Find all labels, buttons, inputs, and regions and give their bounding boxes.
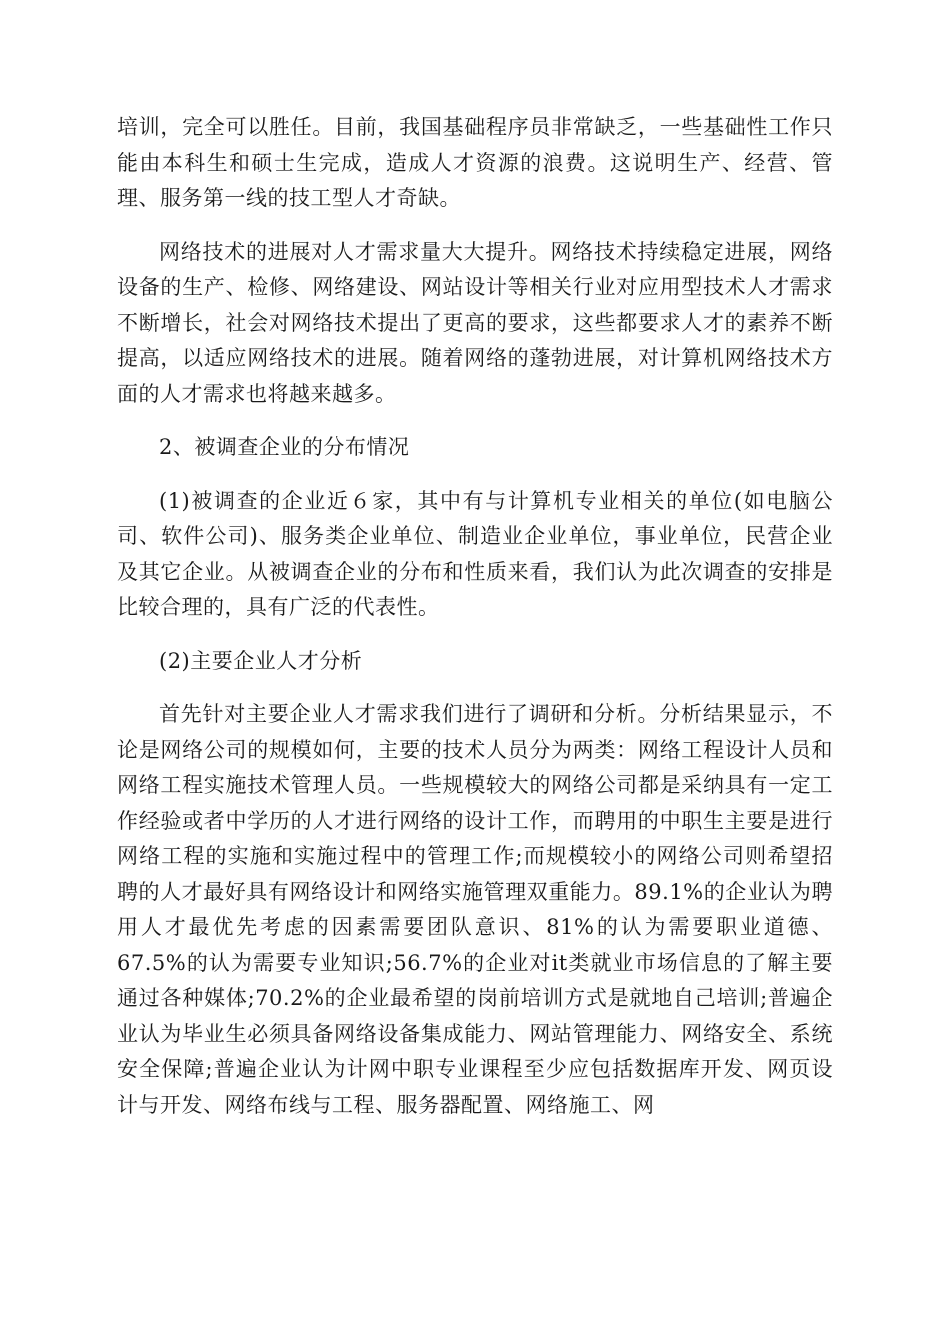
paragraph-talent-shortage: 培训，完全可以胜任。目前，我国基础程序员非常缺乏，一些基础性工作只能由本科生和硕士生完成，造成人才资源的浪费。这说明生产、经营、管理、服务第一线的技工型人才奇缺。 (117, 115, 833, 210)
document-body (117, 110, 833, 1141)
paragraph-talent-analysis: 首先针对主要企业人才需求我们进行了调研和分析。分析结果显示，不论是网络公司的规模如何，主要的技术人员分为两类：网络工程设计人员和网络工程实施技术管理人员。一些规模较大的网络公司都是采纳具有一定工作经验或者中学历的人才进行网络的设计工作，而聘用的中职生主要是进行网络工程的实施和实施过程中的管理工作;而规模较小的网络公司则希望招聘的人才最好具有网络设计和网络实施管理双重能力。89.1%的企业认为聘用人才最优先考虑的因素需要团队意识、81%的认为需要职业道德、67.5%的认为需要专业知识;56.7%的企业对it类就业市场信息的了解主要通过各种媒体;70.2%的企业最希望的岗前培训方式是就地自己培训;普遍企业认为毕业生必须具备网络设备集成能力、网站管理能力、网络安全、系统安全保障;普遍企业认为计网中职专业课程至少应包括数据库开发、网页设计与开发、网络布线与工程、服务器配置、网络施工、网 (117, 702, 833, 1117)
section-heading-enterprise-distribution: 2、被调查企业的分布情况 (159, 435, 410, 459)
paragraph-network-tech-demand: 网络技术的进展对人才需求量大大提升。网络技术持续稳定进展，网络设备的生产、检修、网络建设、网站设计等相关行业对应用型技术人才需求不断增长，社会对网络技术提出了更高的要求，这些都要求人才的素养不断提高，以适应网络技术的进展。随着网络的蓬勃进展，对计算机网络技术方面的人才需求也将越来越多。 (117, 239, 833, 406)
paragraph-enterprise-distribution: (1)被调查的企业近６家，其中有与计算机专业相关的单位(如电脑公司、软件公司)、服务类企业单位、制造业企业单位，事业单位，民营企业及其它企业。从被调查企业的分布和性质来看，我们认为此次调查的安排是比较合理的，具有广泛的代表性。 (117, 488, 833, 619)
subheading-talent-analysis: (2)主要企业人才分析 (159, 648, 363, 673)
